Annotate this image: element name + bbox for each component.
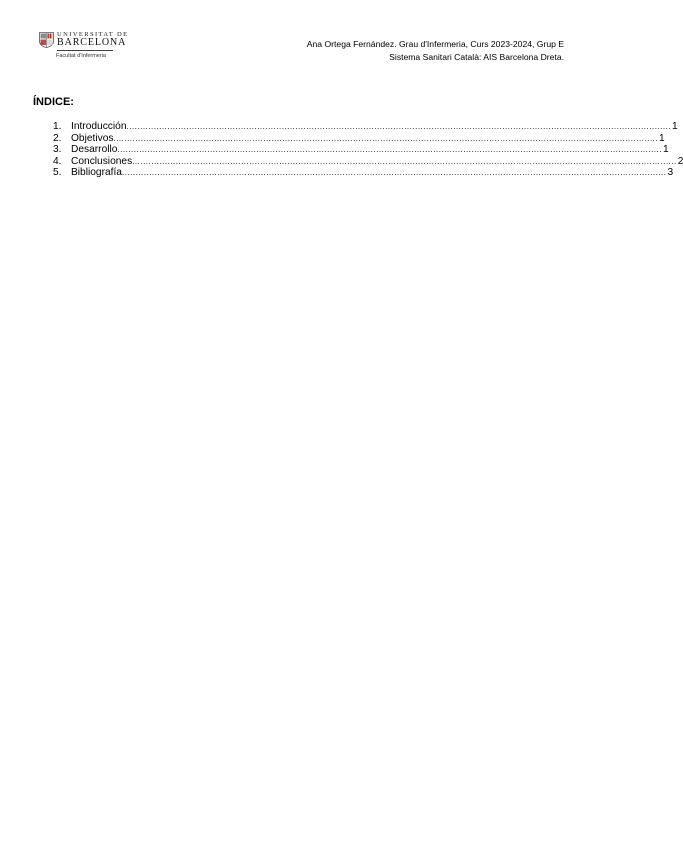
toc-item-label: Bibliografía (71, 167, 122, 178)
university-logo (39, 31, 129, 65)
toc-item-page: 3 (667, 167, 674, 178)
toc-item-label: Conclusiones (71, 155, 133, 167)
toc-dot-leader: ........................................................................................................................................................................................................ (121, 168, 667, 177)
toc-item-conclusiones[interactable] (53, 155, 683, 168)
toc-item-number: 3. (53, 144, 62, 155)
toc-title: ÍNDICE: (33, 96, 74, 108)
university-shield-icon (39, 32, 54, 48)
toc-item-page: 1 (672, 121, 678, 132)
page-header-text (307, 38, 564, 64)
header-subject-line: Sistema Sanitari Català: AIS Barcelona Dreta. (389, 52, 564, 62)
toc-item-page: 1 (659, 132, 665, 144)
logo-faculty: Facultat d'Infermeria (56, 53, 106, 59)
toc-item-number: 4. (53, 155, 62, 167)
toc-item-number: 1. (53, 121, 62, 132)
toc-item-objetivos[interactable] (53, 132, 665, 145)
toc-list (53, 121, 683, 179)
header-author-line: Ana Ortega Fernández. Grau d'Infermeria, Curs 2023-2024, Grup E (306, 39, 564, 49)
toc-dot-leader: ........................................................................................................................................................................................................ (117, 145, 662, 154)
toc-item-desarrollo[interactable] (53, 144, 669, 156)
toc-dot-leader: ........................................................................................................................................................................................................ (132, 156, 677, 166)
logo-line1: UNIVERSITAT DE (57, 31, 129, 38)
toc-item-bibliografia[interactable] (53, 167, 674, 179)
toc-dot-leader: ........................................................................................................................................................................................................ (113, 133, 658, 143)
toc-item-label: Introducción (71, 121, 127, 132)
toc-dot-leader: ........................................................................................................................................................................................................ (126, 122, 672, 131)
toc-item-page: 1 (662, 144, 669, 155)
toc-item-number: 5. (53, 167, 62, 178)
toc-item-number: 2. (53, 132, 62, 144)
toc-item-label: Objetivos (71, 132, 114, 144)
logo-line2: BARCELONA (57, 37, 127, 48)
toc-item-introduccion[interactable] (53, 121, 678, 133)
toc-item-page: 2 (677, 155, 683, 167)
toc-item-label: Desarrollo (71, 144, 118, 155)
logo-divider (57, 50, 113, 51)
